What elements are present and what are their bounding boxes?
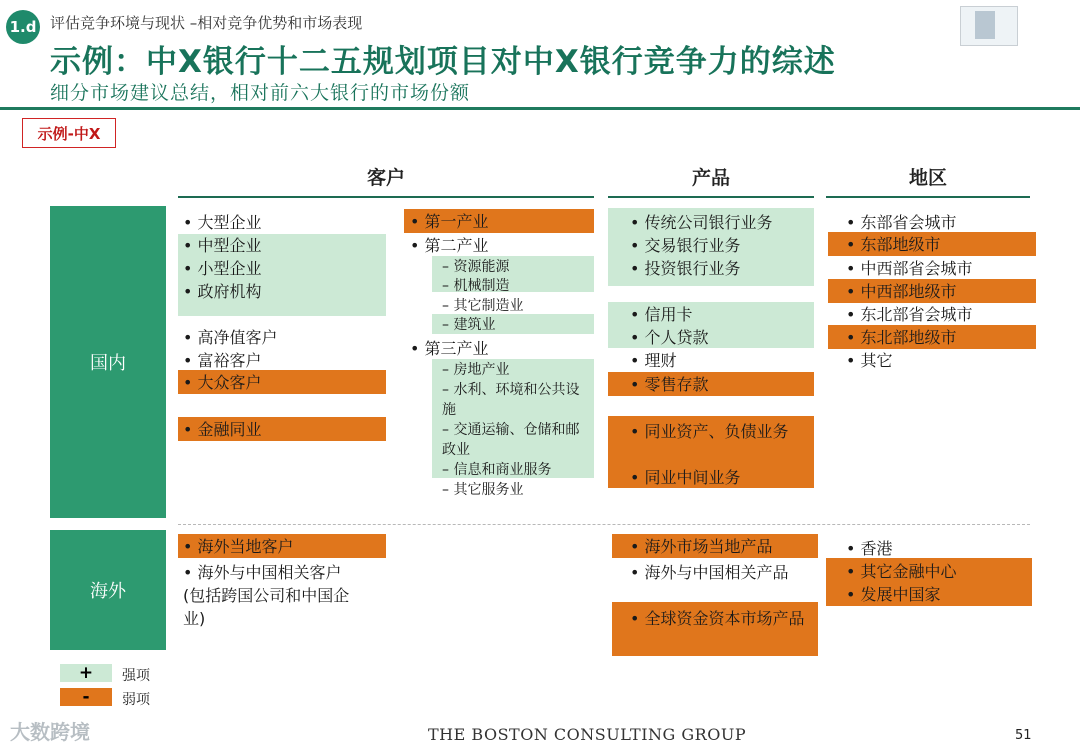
list-item: • 海外与中国相关客户(包括跨国公司和中国企业) [183, 563, 350, 628]
legend-weak-swatch: - [60, 688, 112, 706]
list-item: • 东部地级市 [846, 235, 941, 254]
list-item: • 海外市场当地产品 [630, 537, 773, 556]
list-item: • 第三产业 [410, 339, 489, 358]
watermark: 大数跨境 [10, 720, 90, 744]
list-item: • 中型企业 [183, 236, 262, 255]
list-item: • 零售存款 [630, 375, 709, 394]
sub-list-item: – 交通运输、仓储和邮政业 [442, 422, 580, 458]
list-item: • 金融同业 [183, 420, 262, 439]
list-item: • 大型企业 [183, 213, 262, 232]
sub-list-item: – 信息和商业服务 [442, 462, 552, 478]
list-item: • 发展中国家 [846, 585, 941, 604]
example-tag: 示例-中X [22, 118, 116, 148]
row-label-overseas: 海外 [50, 530, 166, 650]
sub-list-item: – 房地产业 [442, 362, 510, 378]
list-item: • 海外当地客户 [183, 537, 294, 556]
list-item: • 政府机构 [183, 282, 262, 301]
list-item: • 富裕客户 [183, 351, 262, 370]
column-header-product: 产品 [691, 167, 730, 189]
column-rule-region [826, 196, 1030, 198]
row-label-domestic: 国内 [50, 206, 166, 518]
page-subtitle: 细分市场建议总结，相对前六大银行的市场份额 [50, 82, 471, 104]
sub-list-item: – 建筑业 [442, 317, 496, 333]
list-item: • 中西部省会城市 [846, 259, 973, 278]
sub-list-item: – 机械制造 [442, 278, 510, 294]
page-title: 示例：中X银行十二五规划项目对中X银行竞争力的综述 [50, 44, 836, 80]
slide-thumbnail-icon [960, 6, 1018, 46]
list-item: • 第二产业 [410, 236, 489, 255]
column-header-region: 地区 [908, 167, 947, 189]
sub-list-item: – 水利、环境和公共设施 [442, 382, 580, 418]
list-item: • 其它金融中心 [846, 562, 957, 581]
list-item: • 投资银行业务 [630, 259, 741, 278]
list-item: • 高净值客户 [183, 328, 278, 347]
list-item: • 传统公司银行业务 [630, 213, 773, 232]
list-item: • 中西部地级市 [846, 282, 957, 301]
title-divider [0, 107, 1080, 110]
column-rule-customer [178, 196, 594, 198]
list-item: • 东部省会城市 [846, 213, 957, 232]
section-badge: 1.d [6, 10, 40, 44]
list-item: • 个人贷款 [630, 328, 709, 347]
column-rule-product [608, 196, 814, 198]
footer-brand: THE BOSTON CONSULTING GROUP [428, 725, 747, 744]
list-item: • 小型企业 [183, 259, 262, 278]
list-item: • 第一产业 [410, 212, 489, 231]
legend-strong-swatch: + [60, 664, 112, 682]
breadcrumb: 评估竞争环境与现状 –相对竞争优势和市场表现 [50, 14, 363, 32]
legend-weak-label: 弱项 [122, 692, 150, 708]
list-item: • 大众客户 [183, 373, 262, 392]
list-item: • 信用卡 [630, 305, 693, 324]
list-item: • 同业中间业务 [630, 468, 741, 487]
list-item: • 海外与中国相关产品 [630, 563, 789, 582]
list-item: • 其它 [846, 351, 893, 370]
list-item: • 东北部省会城市 [846, 305, 973, 324]
list-item: • 理财 [630, 351, 677, 370]
page-number: 51 [1015, 728, 1032, 743]
sub-list-item: – 其它服务业 [442, 482, 524, 498]
row-separator [178, 524, 1030, 525]
legend-strong-label: 强项 [122, 668, 150, 684]
sub-list-item: – 其它制造业 [442, 298, 524, 314]
list-item: • 同业资产、负债业务 [630, 422, 789, 441]
sub-list-item: – 资源能源 [442, 259, 510, 275]
list-item: • 全球资金资本市场产品 [630, 609, 805, 628]
list-item: • 交易银行业务 [630, 236, 741, 255]
column-header-customer: 客户 [366, 167, 405, 189]
list-item: • 东北部地级市 [846, 328, 957, 347]
list-item: • 香港 [846, 539, 893, 558]
